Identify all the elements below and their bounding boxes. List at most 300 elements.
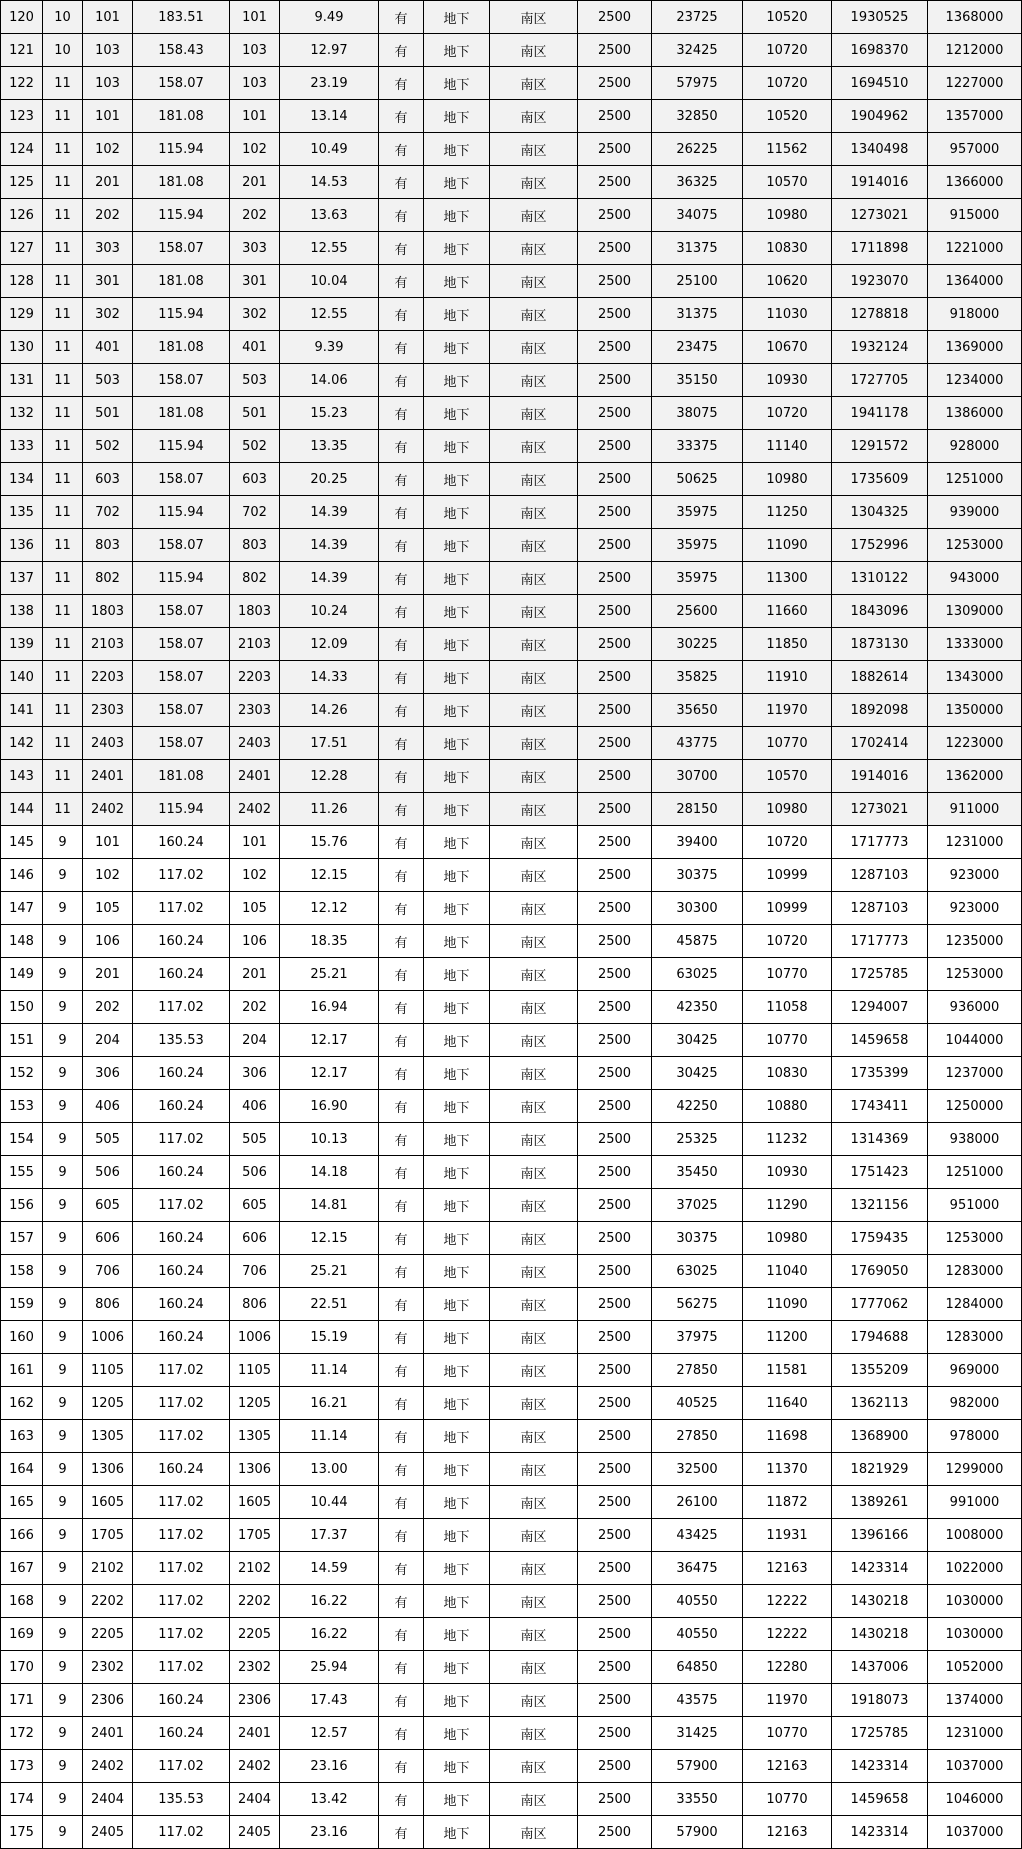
cell-location-type: 地下 xyxy=(424,331,490,364)
cell-unit-number: 2404 xyxy=(83,1783,133,1816)
cell-unit-number: 202 xyxy=(83,991,133,1024)
cell-unit-number: 2203 xyxy=(83,661,133,694)
cell-location-type: 地下 xyxy=(424,1222,490,1255)
cell-parking-area: 16.94 xyxy=(280,991,379,1024)
cell-final-price: 1037000 xyxy=(928,1816,1022,1849)
table-row xyxy=(1,760,1022,793)
cell-total-price: 1459658 xyxy=(832,1024,928,1057)
cell-parking-number: 302 xyxy=(230,298,280,331)
table-row xyxy=(1,166,1022,199)
cell-unit-price: 2500 xyxy=(578,529,652,562)
cell-zone: 南区 xyxy=(490,1420,578,1453)
cell-total-price: 1310122 xyxy=(832,562,928,595)
cell-location-type: 地下 xyxy=(424,1288,490,1321)
cell-price-per-sqm: 10830 xyxy=(743,1057,832,1090)
cell-price-per-sqm: 10999 xyxy=(743,859,832,892)
cell-zone: 南区 xyxy=(490,1057,578,1090)
cell-total-price: 1430218 xyxy=(832,1618,928,1651)
cell-location-type: 地下 xyxy=(424,1816,490,1849)
cell-area: 117.02 xyxy=(133,1123,230,1156)
cell-area: 160.24 xyxy=(133,1222,230,1255)
cell-area: 158.07 xyxy=(133,463,230,496)
cell-unit-price: 2500 xyxy=(578,199,652,232)
cell-final-price: 938000 xyxy=(928,1123,1022,1156)
cell-location-type: 地下 xyxy=(424,1420,490,1453)
cell-parking-price: 26225 xyxy=(652,133,743,166)
cell-has-flag: 有 xyxy=(379,1354,424,1387)
table-row xyxy=(1,1255,1022,1288)
cell-zone: 南区 xyxy=(490,430,578,463)
cell-price-per-sqm: 10770 xyxy=(743,1783,832,1816)
cell-building: 11 xyxy=(43,166,83,199)
cell-location-type: 地下 xyxy=(424,760,490,793)
cell-total-price: 1287103 xyxy=(832,892,928,925)
cell-price-per-sqm: 11300 xyxy=(743,562,832,595)
cell-zone: 南区 xyxy=(490,925,578,958)
cell-unit-price: 2500 xyxy=(578,1453,652,1486)
cell-area: 135.53 xyxy=(133,1783,230,1816)
cell-zone: 南区 xyxy=(490,199,578,232)
table-row xyxy=(1,1651,1022,1684)
table-row xyxy=(1,1189,1022,1222)
cell-final-price: 982000 xyxy=(928,1387,1022,1420)
cell-total-price: 1273021 xyxy=(832,199,928,232)
cell-unit-price: 2500 xyxy=(578,1750,652,1783)
cell-location-type: 地下 xyxy=(424,1618,490,1651)
cell-price-per-sqm: 10720 xyxy=(743,67,832,100)
cell-price-per-sqm: 11581 xyxy=(743,1354,832,1387)
cell-parking-price: 33375 xyxy=(652,430,743,463)
cell-zone: 南区 xyxy=(490,826,578,859)
cell-location-type: 地下 xyxy=(424,1552,490,1585)
cell-final-price: 936000 xyxy=(928,991,1022,1024)
cell-row-number: 134 xyxy=(1,463,43,496)
table-row xyxy=(1,595,1022,628)
cell-final-price: 1052000 xyxy=(928,1651,1022,1684)
cell-row-number: 174 xyxy=(1,1783,43,1816)
cell-area: 117.02 xyxy=(133,1387,230,1420)
cell-area: 117.02 xyxy=(133,1486,230,1519)
cell-parking-number: 101 xyxy=(230,826,280,859)
cell-parking-number: 502 xyxy=(230,430,280,463)
cell-total-price: 1321156 xyxy=(832,1189,928,1222)
cell-unit-price: 2500 xyxy=(578,694,652,727)
cell-parking-number: 202 xyxy=(230,991,280,1024)
cell-parking-area: 13.35 xyxy=(280,430,379,463)
cell-parking-number: 103 xyxy=(230,67,280,100)
cell-building: 11 xyxy=(43,397,83,430)
cell-zone: 南区 xyxy=(490,298,578,331)
cell-unit-number: 2402 xyxy=(83,793,133,826)
cell-location-type: 地下 xyxy=(424,1387,490,1420)
cell-zone: 南区 xyxy=(490,1717,578,1750)
cell-final-price: 1223000 xyxy=(928,727,1022,760)
cell-unit-price: 2500 xyxy=(578,1651,652,1684)
cell-final-price: 1284000 xyxy=(928,1288,1022,1321)
cell-area: 160.24 xyxy=(133,1717,230,1750)
cell-unit-number: 102 xyxy=(83,133,133,166)
cell-unit-number: 204 xyxy=(83,1024,133,1057)
cell-location-type: 地下 xyxy=(424,34,490,67)
cell-zone: 南区 xyxy=(490,463,578,496)
cell-location-type: 地下 xyxy=(424,727,490,760)
cell-total-price: 1717773 xyxy=(832,925,928,958)
cell-building: 11 xyxy=(43,793,83,826)
cell-parking-area: 17.37 xyxy=(280,1519,379,1552)
cell-price-per-sqm: 10830 xyxy=(743,232,832,265)
cell-parking-price: 31375 xyxy=(652,298,743,331)
cell-zone: 南区 xyxy=(490,1,578,34)
cell-parking-price: 45875 xyxy=(652,925,743,958)
cell-unit-price: 2500 xyxy=(578,67,652,100)
cell-price-per-sqm: 10570 xyxy=(743,166,832,199)
cell-parking-number: 301 xyxy=(230,265,280,298)
cell-total-price: 1423314 xyxy=(832,1816,928,1849)
cell-parking-number: 505 xyxy=(230,1123,280,1156)
table-row xyxy=(1,694,1022,727)
cell-has-flag: 有 xyxy=(379,1222,424,1255)
cell-row-number: 175 xyxy=(1,1816,43,1849)
cell-area: 117.02 xyxy=(133,1519,230,1552)
cell-final-price: 918000 xyxy=(928,298,1022,331)
table-row xyxy=(1,133,1022,166)
cell-total-price: 1769050 xyxy=(832,1255,928,1288)
table-row xyxy=(1,199,1022,232)
table-row xyxy=(1,1156,1022,1189)
cell-total-price: 1735399 xyxy=(832,1057,928,1090)
cell-total-price: 1725785 xyxy=(832,958,928,991)
cell-unit-price: 2500 xyxy=(578,1156,652,1189)
cell-unit-price: 2500 xyxy=(578,166,652,199)
cell-building: 9 xyxy=(43,1189,83,1222)
cell-has-flag: 有 xyxy=(379,1189,424,1222)
cell-unit-price: 2500 xyxy=(578,331,652,364)
cell-zone: 南区 xyxy=(490,67,578,100)
cell-building: 11 xyxy=(43,100,83,133)
cell-unit-number: 803 xyxy=(83,529,133,562)
table-row xyxy=(1,397,1022,430)
cell-location-type: 地下 xyxy=(424,595,490,628)
cell-unit-price: 2500 xyxy=(578,463,652,496)
cell-final-price: 1221000 xyxy=(928,232,1022,265)
cell-unit-number: 303 xyxy=(83,232,133,265)
cell-parking-area: 16.22 xyxy=(280,1618,379,1651)
cell-parking-price: 30425 xyxy=(652,1057,743,1090)
cell-parking-number: 2205 xyxy=(230,1618,280,1651)
cell-parking-price: 63025 xyxy=(652,1255,743,1288)
cell-parking-price: 57900 xyxy=(652,1816,743,1849)
cell-parking-number: 406 xyxy=(230,1090,280,1123)
cell-parking-number: 605 xyxy=(230,1189,280,1222)
cell-total-price: 1278818 xyxy=(832,298,928,331)
cell-has-flag: 有 xyxy=(379,100,424,133)
cell-row-number: 149 xyxy=(1,958,43,991)
cell-price-per-sqm: 10980 xyxy=(743,1222,832,1255)
cell-row-number: 142 xyxy=(1,727,43,760)
cell-total-price: 1459658 xyxy=(832,1783,928,1816)
cell-location-type: 地下 xyxy=(424,1123,490,1156)
cell-parking-number: 802 xyxy=(230,562,280,595)
table-row xyxy=(1,727,1022,760)
cell-unit-price: 2500 xyxy=(578,1486,652,1519)
cell-parking-price: 30375 xyxy=(652,1222,743,1255)
cell-row-number: 124 xyxy=(1,133,43,166)
cell-final-price: 943000 xyxy=(928,562,1022,595)
cell-parking-number: 2403 xyxy=(230,727,280,760)
cell-total-price: 1437006 xyxy=(832,1651,928,1684)
cell-price-per-sqm: 11232 xyxy=(743,1123,832,1156)
cell-location-type: 地下 xyxy=(424,694,490,727)
cell-parking-price: 57900 xyxy=(652,1750,743,1783)
cell-building: 9 xyxy=(43,1783,83,1816)
cell-building: 11 xyxy=(43,199,83,232)
cell-total-price: 1873130 xyxy=(832,628,928,661)
cell-parking-price: 35825 xyxy=(652,661,743,694)
cell-zone: 南区 xyxy=(490,1651,578,1684)
cell-unit-number: 603 xyxy=(83,463,133,496)
cell-final-price: 1234000 xyxy=(928,364,1022,397)
cell-final-price: 1030000 xyxy=(928,1585,1022,1618)
cell-parking-area: 22.51 xyxy=(280,1288,379,1321)
cell-unit-price: 2500 xyxy=(578,562,652,595)
cell-row-number: 160 xyxy=(1,1321,43,1354)
cell-unit-price: 2500 xyxy=(578,232,652,265)
cell-area: 158.07 xyxy=(133,67,230,100)
table-row xyxy=(1,892,1022,925)
cell-area: 115.94 xyxy=(133,793,230,826)
cell-location-type: 地下 xyxy=(424,199,490,232)
cell-row-number: 136 xyxy=(1,529,43,562)
cell-building: 9 xyxy=(43,1519,83,1552)
cell-total-price: 1314369 xyxy=(832,1123,928,1156)
cell-unit-price: 2500 xyxy=(578,1618,652,1651)
cell-unit-price: 2500 xyxy=(578,1387,652,1420)
cell-zone: 南区 xyxy=(490,1618,578,1651)
cell-building: 9 xyxy=(43,958,83,991)
cell-unit-number: 1803 xyxy=(83,595,133,628)
cell-unit-price: 2500 xyxy=(578,727,652,760)
cell-parking-price: 35975 xyxy=(652,562,743,595)
cell-total-price: 1777062 xyxy=(832,1288,928,1321)
cell-building: 9 xyxy=(43,1387,83,1420)
cell-building: 11 xyxy=(43,364,83,397)
cell-final-price: 1231000 xyxy=(928,1717,1022,1750)
cell-building: 11 xyxy=(43,67,83,100)
cell-zone: 南区 xyxy=(490,1486,578,1519)
cell-building: 9 xyxy=(43,1024,83,1057)
cell-price-per-sqm: 10770 xyxy=(743,1717,832,1750)
cell-zone: 南区 xyxy=(490,1123,578,1156)
cell-unit-price: 2500 xyxy=(578,298,652,331)
cell-unit-price: 2500 xyxy=(578,1255,652,1288)
cell-parking-number: 102 xyxy=(230,859,280,892)
cell-area: 158.07 xyxy=(133,727,230,760)
cell-price-per-sqm: 11872 xyxy=(743,1486,832,1519)
cell-building: 9 xyxy=(43,1651,83,1684)
cell-area: 181.08 xyxy=(133,397,230,430)
cell-parking-number: 1705 xyxy=(230,1519,280,1552)
cell-building: 9 xyxy=(43,1453,83,1486)
cell-parking-area: 12.15 xyxy=(280,1222,379,1255)
cell-location-type: 地下 xyxy=(424,628,490,661)
cell-location-type: 地下 xyxy=(424,958,490,991)
cell-unit-number: 202 xyxy=(83,199,133,232)
cell-has-flag: 有 xyxy=(379,1024,424,1057)
cell-area: 115.94 xyxy=(133,298,230,331)
cell-zone: 南区 xyxy=(490,232,578,265)
cell-has-flag: 有 xyxy=(379,1816,424,1849)
cell-location-type: 地下 xyxy=(424,1453,490,1486)
cell-area: 160.24 xyxy=(133,1321,230,1354)
cell-total-price: 1932124 xyxy=(832,331,928,364)
cell-price-per-sqm: 11910 xyxy=(743,661,832,694)
cell-parking-price: 30225 xyxy=(652,628,743,661)
cell-row-number: 156 xyxy=(1,1189,43,1222)
cell-building: 9 xyxy=(43,1090,83,1123)
cell-row-number: 173 xyxy=(1,1750,43,1783)
cell-row-number: 139 xyxy=(1,628,43,661)
cell-parking-area: 10.44 xyxy=(280,1486,379,1519)
cell-parking-price: 43775 xyxy=(652,727,743,760)
cell-area: 117.02 xyxy=(133,1618,230,1651)
cell-building: 9 xyxy=(43,826,83,859)
cell-has-flag: 有 xyxy=(379,1420,424,1453)
cell-zone: 南区 xyxy=(490,1519,578,1552)
cell-row-number: 154 xyxy=(1,1123,43,1156)
cell-parking-price: 57975 xyxy=(652,67,743,100)
cell-area: 181.08 xyxy=(133,265,230,298)
cell-location-type: 地下 xyxy=(424,1651,490,1684)
cell-parking-area: 25.94 xyxy=(280,1651,379,1684)
cell-parking-area: 13.42 xyxy=(280,1783,379,1816)
cell-unit-price: 2500 xyxy=(578,925,652,958)
cell-building: 10 xyxy=(43,34,83,67)
cell-final-price: 1037000 xyxy=(928,1750,1022,1783)
cell-parking-number: 2302 xyxy=(230,1651,280,1684)
cell-row-number: 170 xyxy=(1,1651,43,1684)
cell-price-per-sqm: 10770 xyxy=(743,958,832,991)
table-row xyxy=(1,1783,1022,1816)
table-row xyxy=(1,661,1022,694)
cell-zone: 南区 xyxy=(490,1090,578,1123)
cell-unit-number: 1306 xyxy=(83,1453,133,1486)
cell-zone: 南区 xyxy=(490,1189,578,1222)
table-row xyxy=(1,859,1022,892)
cell-zone: 南区 xyxy=(490,100,578,133)
cell-parking-price: 25600 xyxy=(652,595,743,628)
cell-unit-price: 2500 xyxy=(578,1816,652,1849)
cell-unit-number: 201 xyxy=(83,958,133,991)
cell-has-flag: 有 xyxy=(379,463,424,496)
cell-parking-area: 15.23 xyxy=(280,397,379,430)
cell-location-type: 地下 xyxy=(424,1024,490,1057)
cell-zone: 南区 xyxy=(490,760,578,793)
cell-total-price: 1694510 xyxy=(832,67,928,100)
cell-unit-price: 2500 xyxy=(578,1717,652,1750)
cell-parking-number: 1306 xyxy=(230,1453,280,1486)
cell-area: 115.94 xyxy=(133,133,230,166)
cell-unit-price: 2500 xyxy=(578,265,652,298)
cell-has-flag: 有 xyxy=(379,1288,424,1321)
cell-unit-price: 2500 xyxy=(578,133,652,166)
cell-parking-number: 2306 xyxy=(230,1684,280,1717)
cell-zone: 南区 xyxy=(490,34,578,67)
table-row xyxy=(1,826,1022,859)
cell-unit-price: 2500 xyxy=(578,496,652,529)
cell-final-price: 969000 xyxy=(928,1354,1022,1387)
cell-final-price: 978000 xyxy=(928,1420,1022,1453)
cell-row-number: 143 xyxy=(1,760,43,793)
cell-area: 183.51 xyxy=(133,1,230,34)
cell-total-price: 1918073 xyxy=(832,1684,928,1717)
cell-area: 181.08 xyxy=(133,166,230,199)
cell-has-flag: 有 xyxy=(379,760,424,793)
cell-area: 160.24 xyxy=(133,1684,230,1717)
cell-area: 160.24 xyxy=(133,1156,230,1189)
cell-row-number: 129 xyxy=(1,298,43,331)
cell-has-flag: 有 xyxy=(379,694,424,727)
cell-unit-number: 506 xyxy=(83,1156,133,1189)
table-row xyxy=(1,1750,1022,1783)
table-row xyxy=(1,529,1022,562)
cell-price-per-sqm: 10720 xyxy=(743,34,832,67)
cell-unit-price: 2500 xyxy=(578,1552,652,1585)
cell-location-type: 地下 xyxy=(424,397,490,430)
table-row xyxy=(1,1552,1022,1585)
table-row xyxy=(1,991,1022,1024)
cell-row-number: 131 xyxy=(1,364,43,397)
cell-zone: 南区 xyxy=(490,1387,578,1420)
cell-parking-number: 202 xyxy=(230,199,280,232)
cell-zone: 南区 xyxy=(490,1585,578,1618)
cell-parking-price: 64850 xyxy=(652,1651,743,1684)
cell-parking-area: 12.97 xyxy=(280,34,379,67)
cell-zone: 南区 xyxy=(490,1552,578,1585)
cell-parking-area: 13.63 xyxy=(280,199,379,232)
cell-unit-price: 2500 xyxy=(578,430,652,463)
cell-area: 160.24 xyxy=(133,1090,230,1123)
cell-final-price: 1362000 xyxy=(928,760,1022,793)
cell-building: 9 xyxy=(43,991,83,1024)
cell-row-number: 158 xyxy=(1,1255,43,1288)
cell-parking-price: 32500 xyxy=(652,1453,743,1486)
cell-has-flag: 有 xyxy=(379,628,424,661)
cell-unit-number: 306 xyxy=(83,1057,133,1090)
cell-has-flag: 有 xyxy=(379,232,424,265)
cell-building: 9 xyxy=(43,1420,83,1453)
cell-parking-number: 105 xyxy=(230,892,280,925)
cell-zone: 南区 xyxy=(490,958,578,991)
cell-area: 117.02 xyxy=(133,991,230,1024)
cell-zone: 南区 xyxy=(490,529,578,562)
cell-area: 160.24 xyxy=(133,1255,230,1288)
cell-location-type: 地下 xyxy=(424,496,490,529)
cell-row-number: 144 xyxy=(1,793,43,826)
cell-has-flag: 有 xyxy=(379,1519,424,1552)
cell-final-price: 1237000 xyxy=(928,1057,1022,1090)
cell-building: 9 xyxy=(43,1684,83,1717)
cell-price-per-sqm: 11850 xyxy=(743,628,832,661)
cell-area: 117.02 xyxy=(133,892,230,925)
cell-area: 158.07 xyxy=(133,595,230,628)
cell-final-price: 1008000 xyxy=(928,1519,1022,1552)
cell-row-number: 168 xyxy=(1,1585,43,1618)
cell-unit-number: 101 xyxy=(83,826,133,859)
cell-area: 181.08 xyxy=(133,331,230,364)
cell-parking-number: 1305 xyxy=(230,1420,280,1453)
cell-price-per-sqm: 10520 xyxy=(743,100,832,133)
cell-price-per-sqm: 12163 xyxy=(743,1816,832,1849)
